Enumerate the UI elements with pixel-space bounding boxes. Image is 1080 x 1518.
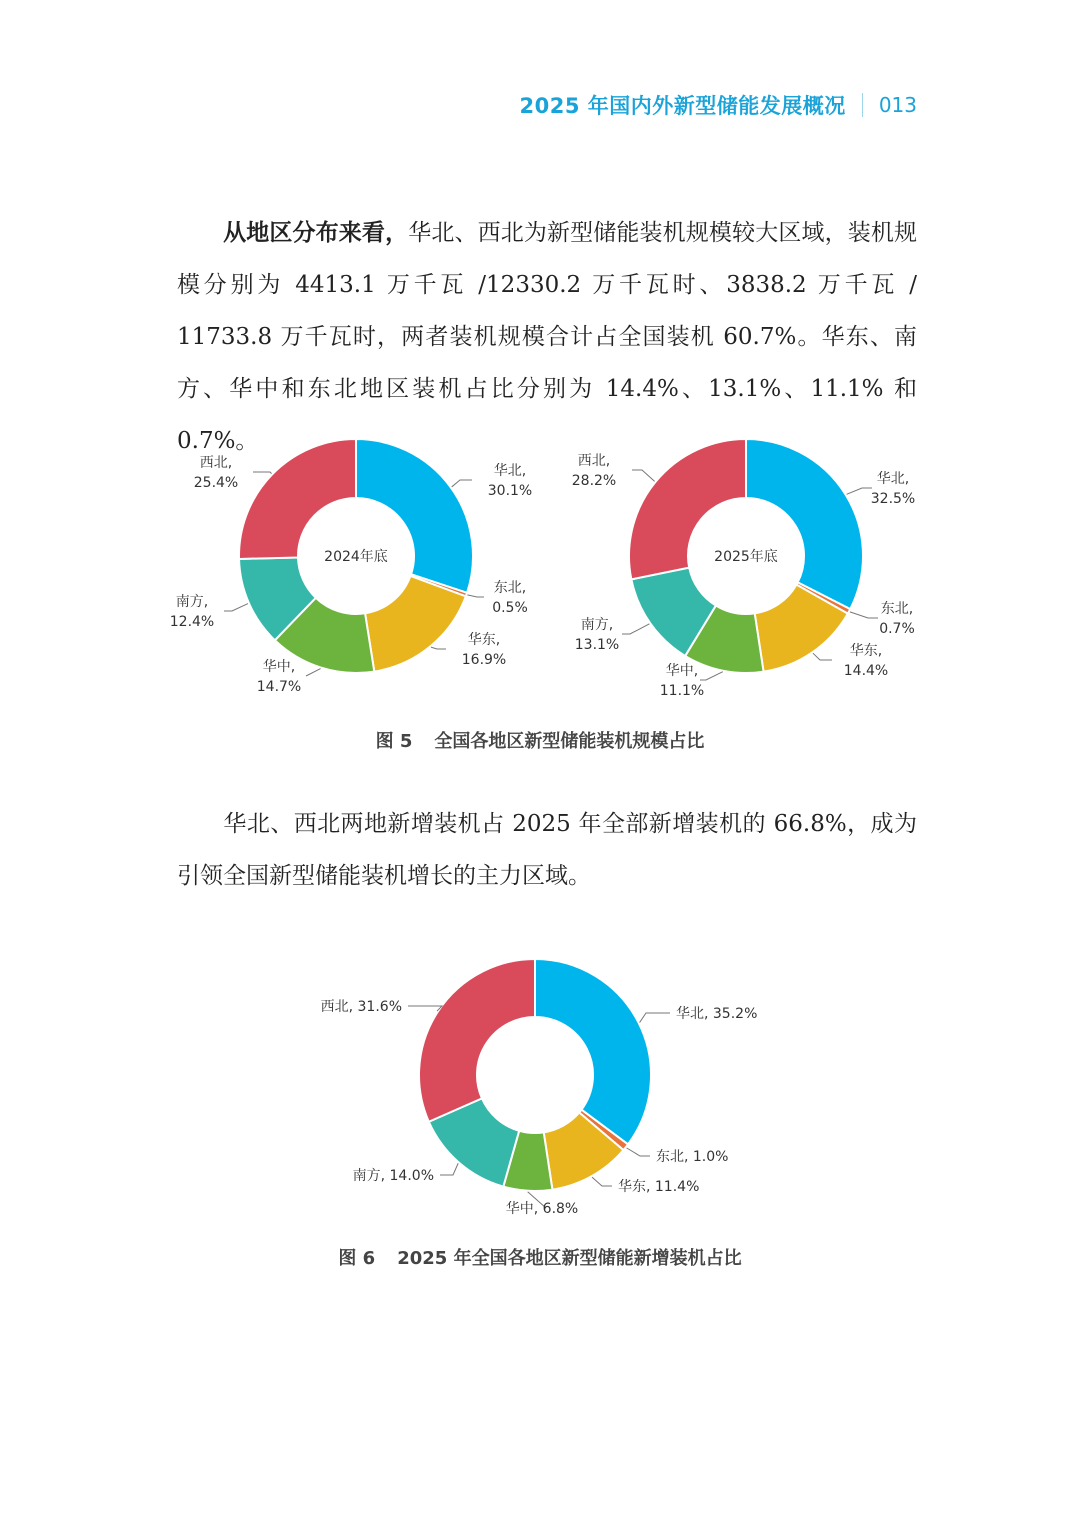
data-label-huabei: 30.1%	[487, 482, 533, 499]
data-label-xibei: 28.2%	[571, 472, 617, 489]
leader-line-xibei	[632, 470, 655, 481]
data-label-dongbei: 东北,	[880, 600, 914, 617]
paragraph-new-installations	[177, 798, 917, 902]
slice-huabei	[746, 439, 863, 609]
data-label-huazhong: 华中,	[262, 658, 296, 675]
leader-line-nanfang	[224, 604, 248, 611]
leader-line-dongbei	[467, 595, 484, 597]
leader-line-xibei	[253, 472, 272, 474]
data-label-huadong: 16.9%	[461, 651, 507, 668]
paragraph-body: 华北、西北为新型储能装机规模较大区域，装机规模分别为 4413.1 万千瓦 /12330.2 万千瓦时、3838.2 万千瓦 / 11733.8 万千瓦时，两者装机规模合计占全国装机 60.7%。华东、南方、华中和东北地区装机占比分别为 14.4%、13.1%、11.1% 和 0.7%。	[177, 220, 918, 454]
data-label-huadong: 华东,	[849, 642, 883, 659]
leader-line-nanfang	[622, 624, 649, 634]
figure-6-number: 图 6	[338, 1248, 376, 1269]
data-label-nanfang: 南方,	[580, 616, 614, 633]
center-label: 2025年底	[714, 549, 778, 565]
page-number: 013	[878, 93, 917, 117]
figure-6-title: 2025 年全国各地区新型储能新增装机占比	[397, 1248, 742, 1269]
slice-huadong	[365, 576, 466, 672]
data-label-huabei: 华北,	[876, 470, 910, 487]
header-divider	[862, 93, 863, 117]
leader-line-dongbei	[627, 1148, 650, 1156]
data-label-huazhong: 华中,	[665, 662, 699, 679]
paragraph-regional-distribution	[177, 207, 917, 467]
figure-5-title: 全国各地区新型储能装机规模占比	[434, 731, 705, 752]
data-label-nanfang: 13.1%	[574, 636, 620, 653]
data-label-nanfang: 南方,	[175, 593, 209, 610]
slice-huabei	[356, 439, 473, 593]
leader-line-huadong	[592, 1177, 612, 1186]
data-label-huazhong: 11.1%	[659, 682, 705, 699]
leader-line-huabei	[452, 480, 472, 487]
data-label-huabei: 华北, 35.2%	[676, 1005, 758, 1022]
paragraph-2-body: 华北、西北两地新增装机占 2025 年全部新增装机的 66.8%，成为引领全国新型储能装机增长的主力区域。	[177, 811, 917, 889]
leader-line-huazhong	[700, 672, 723, 680]
data-label-dongbei: 0.5%	[492, 599, 528, 616]
leader-line-huazhong	[306, 669, 321, 676]
leader-line-xibei	[408, 1006, 442, 1011]
leader-line-dongbei	[850, 612, 878, 618]
slice-huabei	[535, 959, 651, 1144]
center-label: 2024年底	[324, 549, 388, 565]
figure-6-caption	[0, 1244, 1080, 1270]
figure-5-number: 图 5	[375, 731, 413, 752]
data-label-dongbei: 东北, 1.0%	[656, 1148, 729, 1165]
figure-5-caption	[0, 727, 1080, 753]
data-label-dongbei: 0.7%	[879, 620, 915, 637]
data-label-nanfang: 南方, 14.0%	[352, 1167, 434, 1184]
donut-chart-2025	[540, 430, 960, 720]
slice-xibei	[419, 959, 535, 1122]
leader-line-huabei	[640, 1013, 670, 1023]
data-label-nanfang: 12.4%	[169, 613, 215, 630]
leader-line-huadong	[431, 647, 446, 649]
leader-line-huadong	[813, 653, 832, 660]
page-header	[520, 90, 917, 120]
data-label-xibei: 西北,	[577, 452, 611, 469]
donut-chart-2024	[140, 430, 560, 720]
data-label-huadong: 华东, 11.4%	[618, 1178, 700, 1195]
data-label-xibei: 西北, 31.6%	[320, 998, 402, 1015]
data-label-huazhong: 14.7%	[256, 678, 302, 695]
leader-line-nanfang	[440, 1163, 458, 1175]
data-label-huadong: 14.4%	[843, 662, 889, 679]
donut-chart-2025-new	[290, 940, 790, 1240]
paragraph-lead: 从地区分布来看，	[223, 219, 409, 246]
data-label-huazhong: 华中, 6.8%	[505, 1200, 579, 1217]
data-label-huadong: 华东,	[467, 631, 501, 648]
data-label-dongbei: 东北,	[493, 579, 527, 596]
data-label-huabei: 华北,	[493, 462, 527, 479]
header-title: 2025 年国内外新型储能发展概况	[519, 94, 846, 118]
data-label-xibei: 西北,	[199, 454, 233, 471]
leader-line-huabei	[847, 488, 872, 494]
data-label-xibei: 25.4%	[193, 474, 239, 491]
data-label-huabei: 32.5%	[870, 490, 916, 507]
slice-xibei	[239, 439, 356, 559]
